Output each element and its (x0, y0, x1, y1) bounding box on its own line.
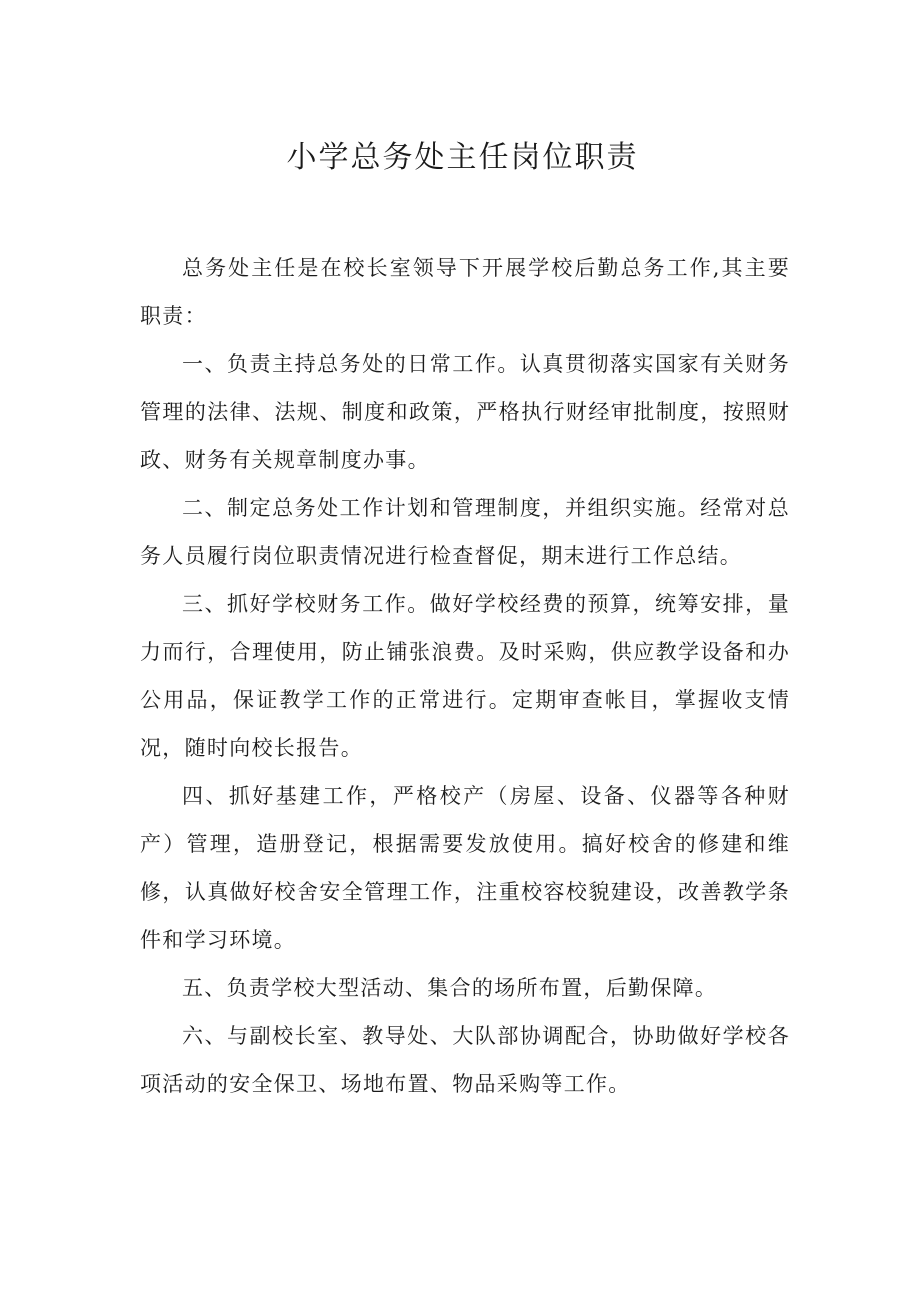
duty-item-2: 二、制定总务处工作计划和管理制度，并组织实施。经常对总务人员履行岗位职责情况进行检查督促，期末进行工作总结。 (140, 496, 790, 568)
duty-item-1: 一、负责主持总务处的日常工作。认真贯彻落实国家有关财务管理的法律、法规、制度和政策，严格执行财经审批制度，按照财政、财务有关规章制度办事。 (140, 352, 790, 472)
duty-item-4: 四、抓好基建工作，严格校产（房屋、设备、仪器等各种财产）管理，造册登记，根据需要发放使用。搞好校舍的修建和维修，认真做好校舍安全管理工作，注重校容校貌建设，改善教学条件和学习环境。 (140, 784, 790, 952)
document-body (140, 244, 790, 1108)
duty-item-6: 六、与副校长室、教导处、大队部协调配合，协助做好学校各项活动的安全保卫、场地布置、物品采购等工作。 (140, 1024, 790, 1096)
intro-paragraph: 总务处主任是在校长室领导下开展学校后勤总务工作,其主要职责： (140, 256, 790, 328)
duty-item-3: 三、抓好学校财务工作。做好学校经费的预算，统筹安排，量力而行，合理使用，防止铺张浪费。及时采购，供应教学设备和办公用品，保证教学工作的正常进行。定期审查帐目，掌握收支情况，随时向校长报告。 (140, 592, 790, 760)
document-title: 小学总务处主任岗位职责 (286, 140, 639, 175)
duty-item-5: 五、负责学校大型活动、集合的场所布置，后勤保障。 (182, 976, 718, 1000)
